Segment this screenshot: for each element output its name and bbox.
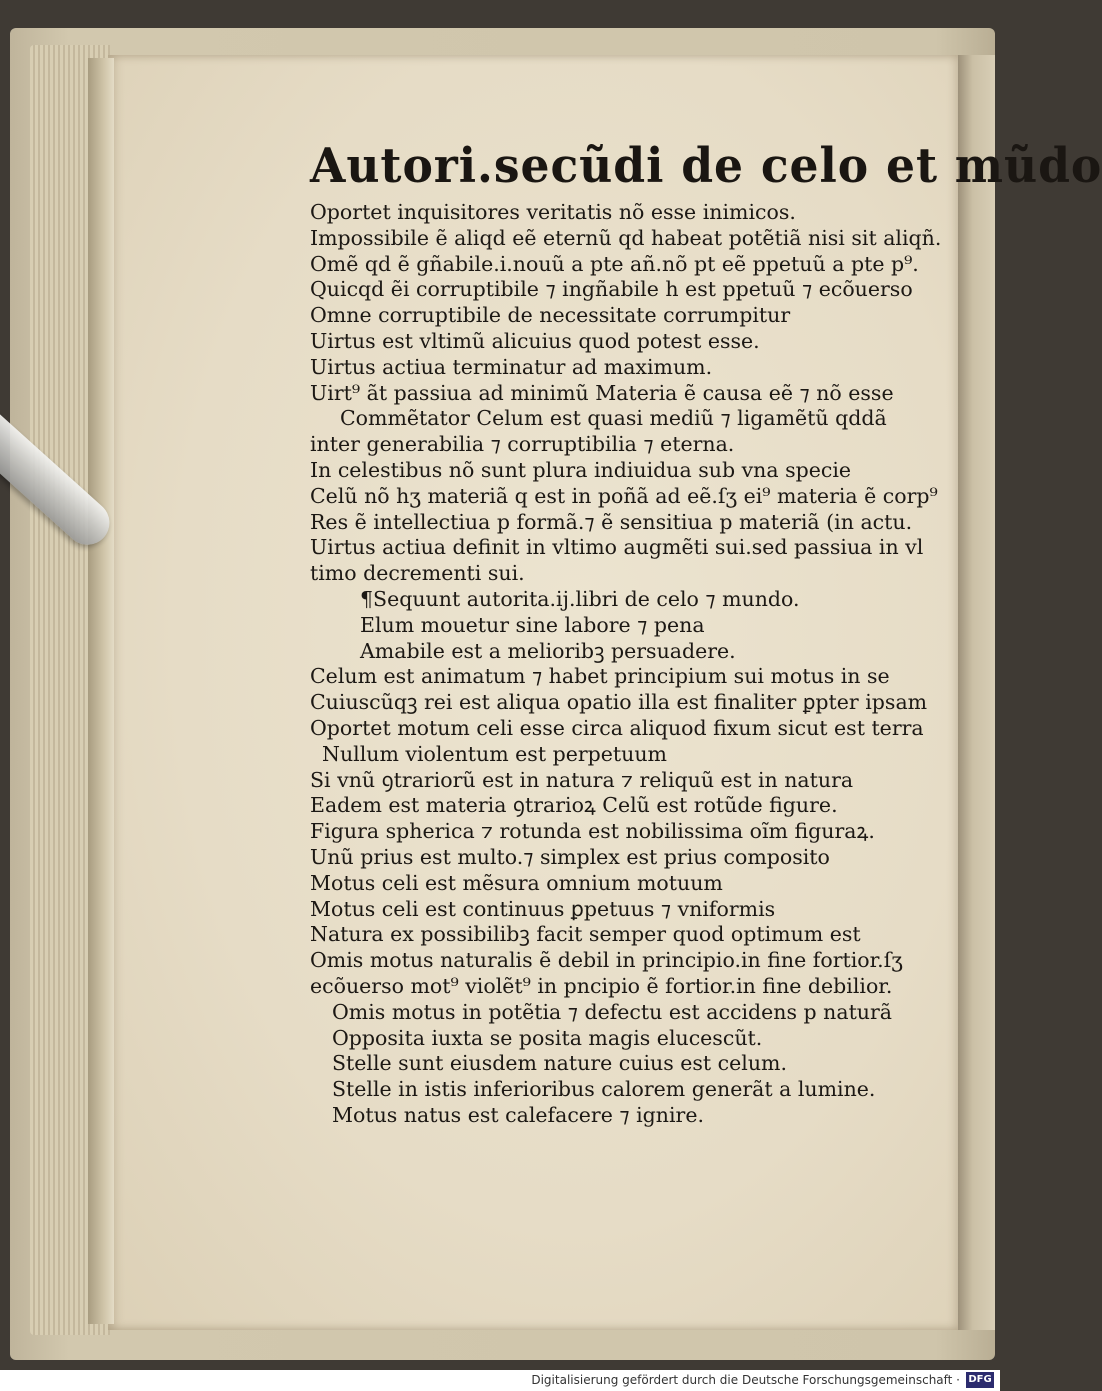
text-line: Opposita iuxta se posita magis elucescũt.: [332, 1025, 763, 1050]
text-line: Uirt⁹ ãt passiua ad minimũ Materia ẽ causa eẽ ⁊ nõ esse: [310, 380, 894, 405]
text-line: Oportet motum celi esse circa aliquod fixum sicut est terra: [310, 715, 924, 740]
text-line: Motus celi est continuus ꝑpetuus ⁊ vniformis: [310, 896, 776, 921]
text-line: Res ẽ intellectiua p formã.⁊ ẽ sensitiua p materiã (in actu.: [310, 509, 913, 534]
text-line: Uirtus actiua terminatur ad maximum.: [310, 354, 713, 379]
text-line: Eadem est materia ꝯtrarioꝝ Celũ est rotũde figure.: [310, 793, 838, 818]
page-gutter: [88, 58, 114, 1324]
text-line: Uirtus est vltimũ alicuius quod potest esse.: [310, 328, 760, 353]
text-line: Celum est animatum ⁊ habet principium sui motus in se: [310, 664, 890, 689]
text-line: ¶Sequunt autorita.ij.libri de celo ⁊ mundo.: [360, 586, 800, 611]
page-heading: Autori.secũdi de celo et mũdo: [310, 138, 1102, 194]
right-page-edge: [958, 55, 995, 1330]
text-line: Impossibile ẽ aliqd eẽ eternũ qd habeat potẽtiã nisi sit aliqñ.: [310, 225, 942, 250]
dfg-logo: DFG: [966, 1372, 994, 1388]
text-line: Omis motus in potẽtia ⁊ defectu est accidens p naturã: [332, 999, 893, 1024]
text-line: Oportet inquisitores veritatis nõ esse inimicos.: [310, 200, 796, 224]
text-line: In celestibus nõ sunt plura indiuidua sub vna specie: [310, 457, 852, 482]
text-line: Natura ex possibilibꝫ facit semper quod optimum est: [310, 922, 861, 947]
text-line: Commẽtator Celum est quasi mediũ ⁊ ligamẽtũ qddã: [340, 406, 887, 431]
text-line: Figura spherica ⁊ rotunda est nobilissima oĩm figuraꝝ.: [310, 819, 875, 844]
text-line: Quicqd ẽi corruptibile ⁊ ingñabile h est ppetuũ ⁊ ecõuerso: [310, 277, 913, 302]
text-line: ecõuerso mot⁹ violẽt⁹ in pncipio ẽ fortior.in fine debilior.: [310, 973, 893, 998]
text-line: timo decrementi sui.: [310, 561, 525, 586]
text-line: Omis motus naturalis ẽ debil in principio.in fine fortior.ſʒ: [310, 948, 903, 973]
text-line: Celũ nõ hʒ materiã q est in poñã ad eẽ.ſʒ ei⁹ materia ẽ corp⁹: [310, 483, 938, 508]
text-line: Amabile est a melioribꝫ persuadere.: [360, 638, 736, 663]
text-line: inter generabilia ⁊ corruptibilia ⁊ eterna.: [310, 432, 735, 457]
text-line: Stelle in istis inferioribus calorem generãt a lumine.: [332, 1077, 876, 1102]
text-line: Uirtus actiua definit in vltimo augmẽti sui.sed passiua in vl: [310, 535, 924, 560]
text-line: Stelle sunt eiusdem nature cuius est celum.: [332, 1051, 788, 1076]
text-line: Unũ prius est multo.⁊ simplex est prius composito: [310, 844, 830, 869]
text-block: [310, 200, 942, 1129]
text-line: Omne corruptibile de necessitate corrumpitur: [310, 303, 791, 328]
footer-credit: Digitalisierung gefördert durch die Deutsche Forschungsgemeinschaft ·: [531, 1373, 960, 1387]
footer-bar: [0, 1370, 1000, 1391]
text-line: Omẽ qd ẽ gñabile.i.nouũ a pte añ.nõ pt eẽ ppetuũ a pte p⁹.: [310, 251, 919, 276]
text-line: Si vnũ ꝯtrariorũ est in natura ⁊ reliquũ est in natura: [310, 767, 854, 792]
text-line: Cuiuscũqꝫ rei est aliqua opatio illa est finaliter ꝑpter ipsam: [310, 690, 928, 715]
text-line: Elum mouetur sine labore ⁊ pena: [360, 612, 705, 637]
text-line: Motus celi est mẽsura omnium motuum: [310, 870, 723, 895]
text-line: Motus natus est calefacere ⁊ ignire.: [332, 1102, 704, 1127]
text-line: Nullum violentum est perpetuum: [322, 741, 667, 766]
